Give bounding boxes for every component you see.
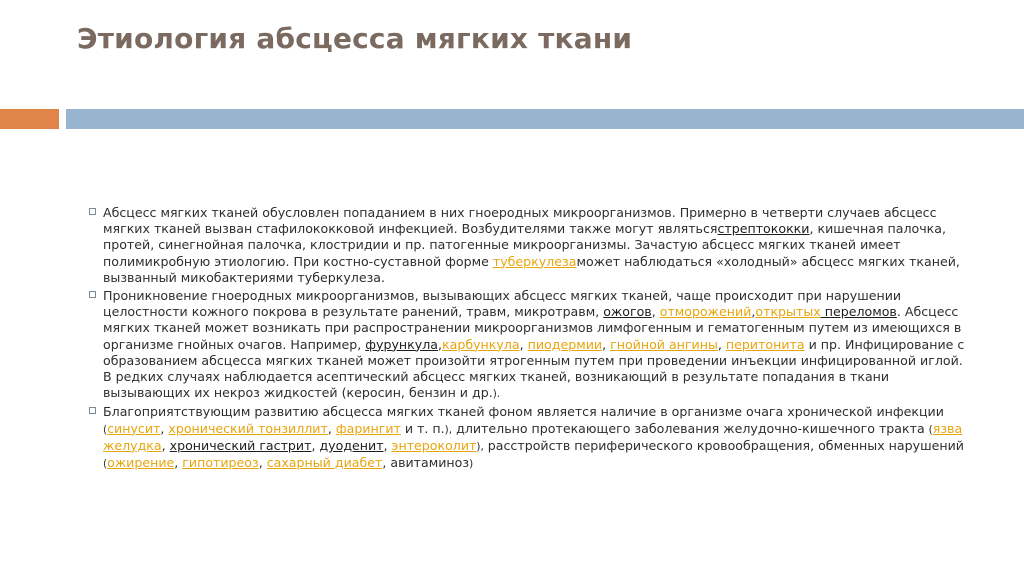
- link-obesity[interactable]: ожирение: [107, 455, 175, 471]
- text: , авитаминоз: [382, 455, 470, 471]
- link-streptococci[interactable]: стрептококки: [717, 221, 810, 237]
- text: ,: [327, 420, 336, 436]
- link-stomach-ulcer[interactable]: язва желудка: [103, 420, 963, 453]
- text: может наблюдаться «холодный» абсцесс мягких тканей, вызванный микобактериями туберкулеза.: [103, 253, 960, 285]
- link-hypothyroidism[interactable]: гипотиреоз: [182, 455, 259, 471]
- text: ,: [383, 437, 392, 453]
- link-frostbite[interactable]: отморожений: [659, 304, 752, 320]
- square-bullet-icon: [89, 208, 96, 215]
- link-chronic-tonsillitis[interactable]: хронический тонзиллит: [168, 420, 328, 436]
- bullet-paragraph-penetration: [89, 288, 969, 402]
- text: ,: [258, 455, 267, 471]
- link-chronic-gastritis[interactable]: хронический гастрит: [169, 437, 312, 453]
- text: длительно протекающего заболевания желудочно-кишечного тракта: [452, 420, 929, 436]
- square-bullet-icon: [89, 407, 96, 414]
- text: , кишечная палочка, протей, синегнойная палочка, клостридии и пр. патогенные микроорганизмы. Зачастую абсцесс мягких тканей имеет полимикробную этиологию. При костно-суставной форме: [103, 221, 946, 269]
- text: ,: [717, 336, 726, 352]
- text: ),: [476, 440, 484, 453]
- text: . Абсцесс мягких тканей может возникать при распространении микроорганизмов лимфогенным и гематогенным путем из имеющихся в организме гнойных очагов. Например,: [103, 304, 962, 352]
- link-tuberculosis[interactable]: туберкулеза: [492, 253, 577, 269]
- link-fractures[interactable]: переломов: [820, 304, 897, 320]
- bullet-paragraph-etiology: [89, 205, 969, 286]
- bullet-paragraph-background: [89, 404, 969, 472]
- content-list: [89, 205, 969, 474]
- text: ).: [492, 388, 501, 401]
- accent-band-orange: [0, 109, 59, 129]
- text: ,: [311, 437, 320, 453]
- link-sinusitis[interactable]: синусит: [107, 420, 161, 436]
- text: и пр. Инфицирование с образованием абсцесса мягких тканей может произойти ятрогенным путем при проведении инъекции инфицированной иглой. В редких случаях наблюдается асептический абсцесс мягких тканей, возникающий в результате попадания в ткани вызывающих их некроз жидкостей (керосин, бензин и др.: [103, 336, 965, 401]
- link-pharyngitis[interactable]: фарингит: [335, 420, 401, 436]
- text: ,: [174, 455, 183, 471]
- link-carbuncle[interactable]: карбункула: [442, 336, 520, 352]
- accent-band-blue: [66, 109, 1024, 129]
- text: (: [928, 423, 933, 436]
- link-purulent-angina[interactable]: гнойной ангины: [610, 336, 718, 352]
- link-open[interactable]: открытых: [755, 304, 821, 320]
- square-bullet-icon: [89, 291, 96, 298]
- link-enterocolitis[interactable]: энтероколит: [391, 437, 477, 453]
- link-peritonitis[interactable]: перитонита: [725, 336, 805, 352]
- link-duodenitis[interactable]: дуоденит: [319, 437, 384, 453]
- text: (: [103, 458, 108, 471]
- text: ),: [444, 423, 453, 436]
- text: ,: [651, 304, 660, 320]
- text: Благоприятствующим развитию абсцесса мягких тканей фоном является наличие в организме очага хронической инфекции: [103, 404, 944, 420]
- text: ,: [519, 336, 528, 352]
- text: расстройств периферического кровообращения, обменных нарушений: [483, 437, 964, 453]
- text: ): [469, 458, 474, 471]
- text: ,: [160, 420, 169, 436]
- link-burns[interactable]: ожогов: [603, 304, 652, 320]
- text: ,: [437, 336, 442, 352]
- link-diabetes[interactable]: сахарный диабет: [266, 455, 383, 471]
- text: (: [103, 423, 108, 436]
- text: и т. п.: [400, 420, 445, 436]
- text: ,: [161, 437, 170, 453]
- text: ,: [602, 336, 611, 352]
- text: ,: [751, 304, 756, 320]
- link-furuncle[interactable]: фурункула: [365, 336, 438, 352]
- text: Абсцесс мягких тканей обусловлен попаданием в них гноеродных микроорганизмов. Примерно в четверти случаев абсцесс мягких тканей вызван стафилококковой инфекцией. Возбудителями также могут являться: [103, 205, 937, 237]
- slide-title: Этиология абсцесса мягких ткани: [77, 22, 633, 55]
- text: Проникновение гноеродных микроорганизмов, вызывающих абсцесс мягких тканей, чаще происходит при нарушении целостности кожного покрова в результате ранений, травм, микротравм,: [103, 288, 902, 320]
- link-pyoderma[interactable]: пиодермии: [527, 336, 603, 352]
